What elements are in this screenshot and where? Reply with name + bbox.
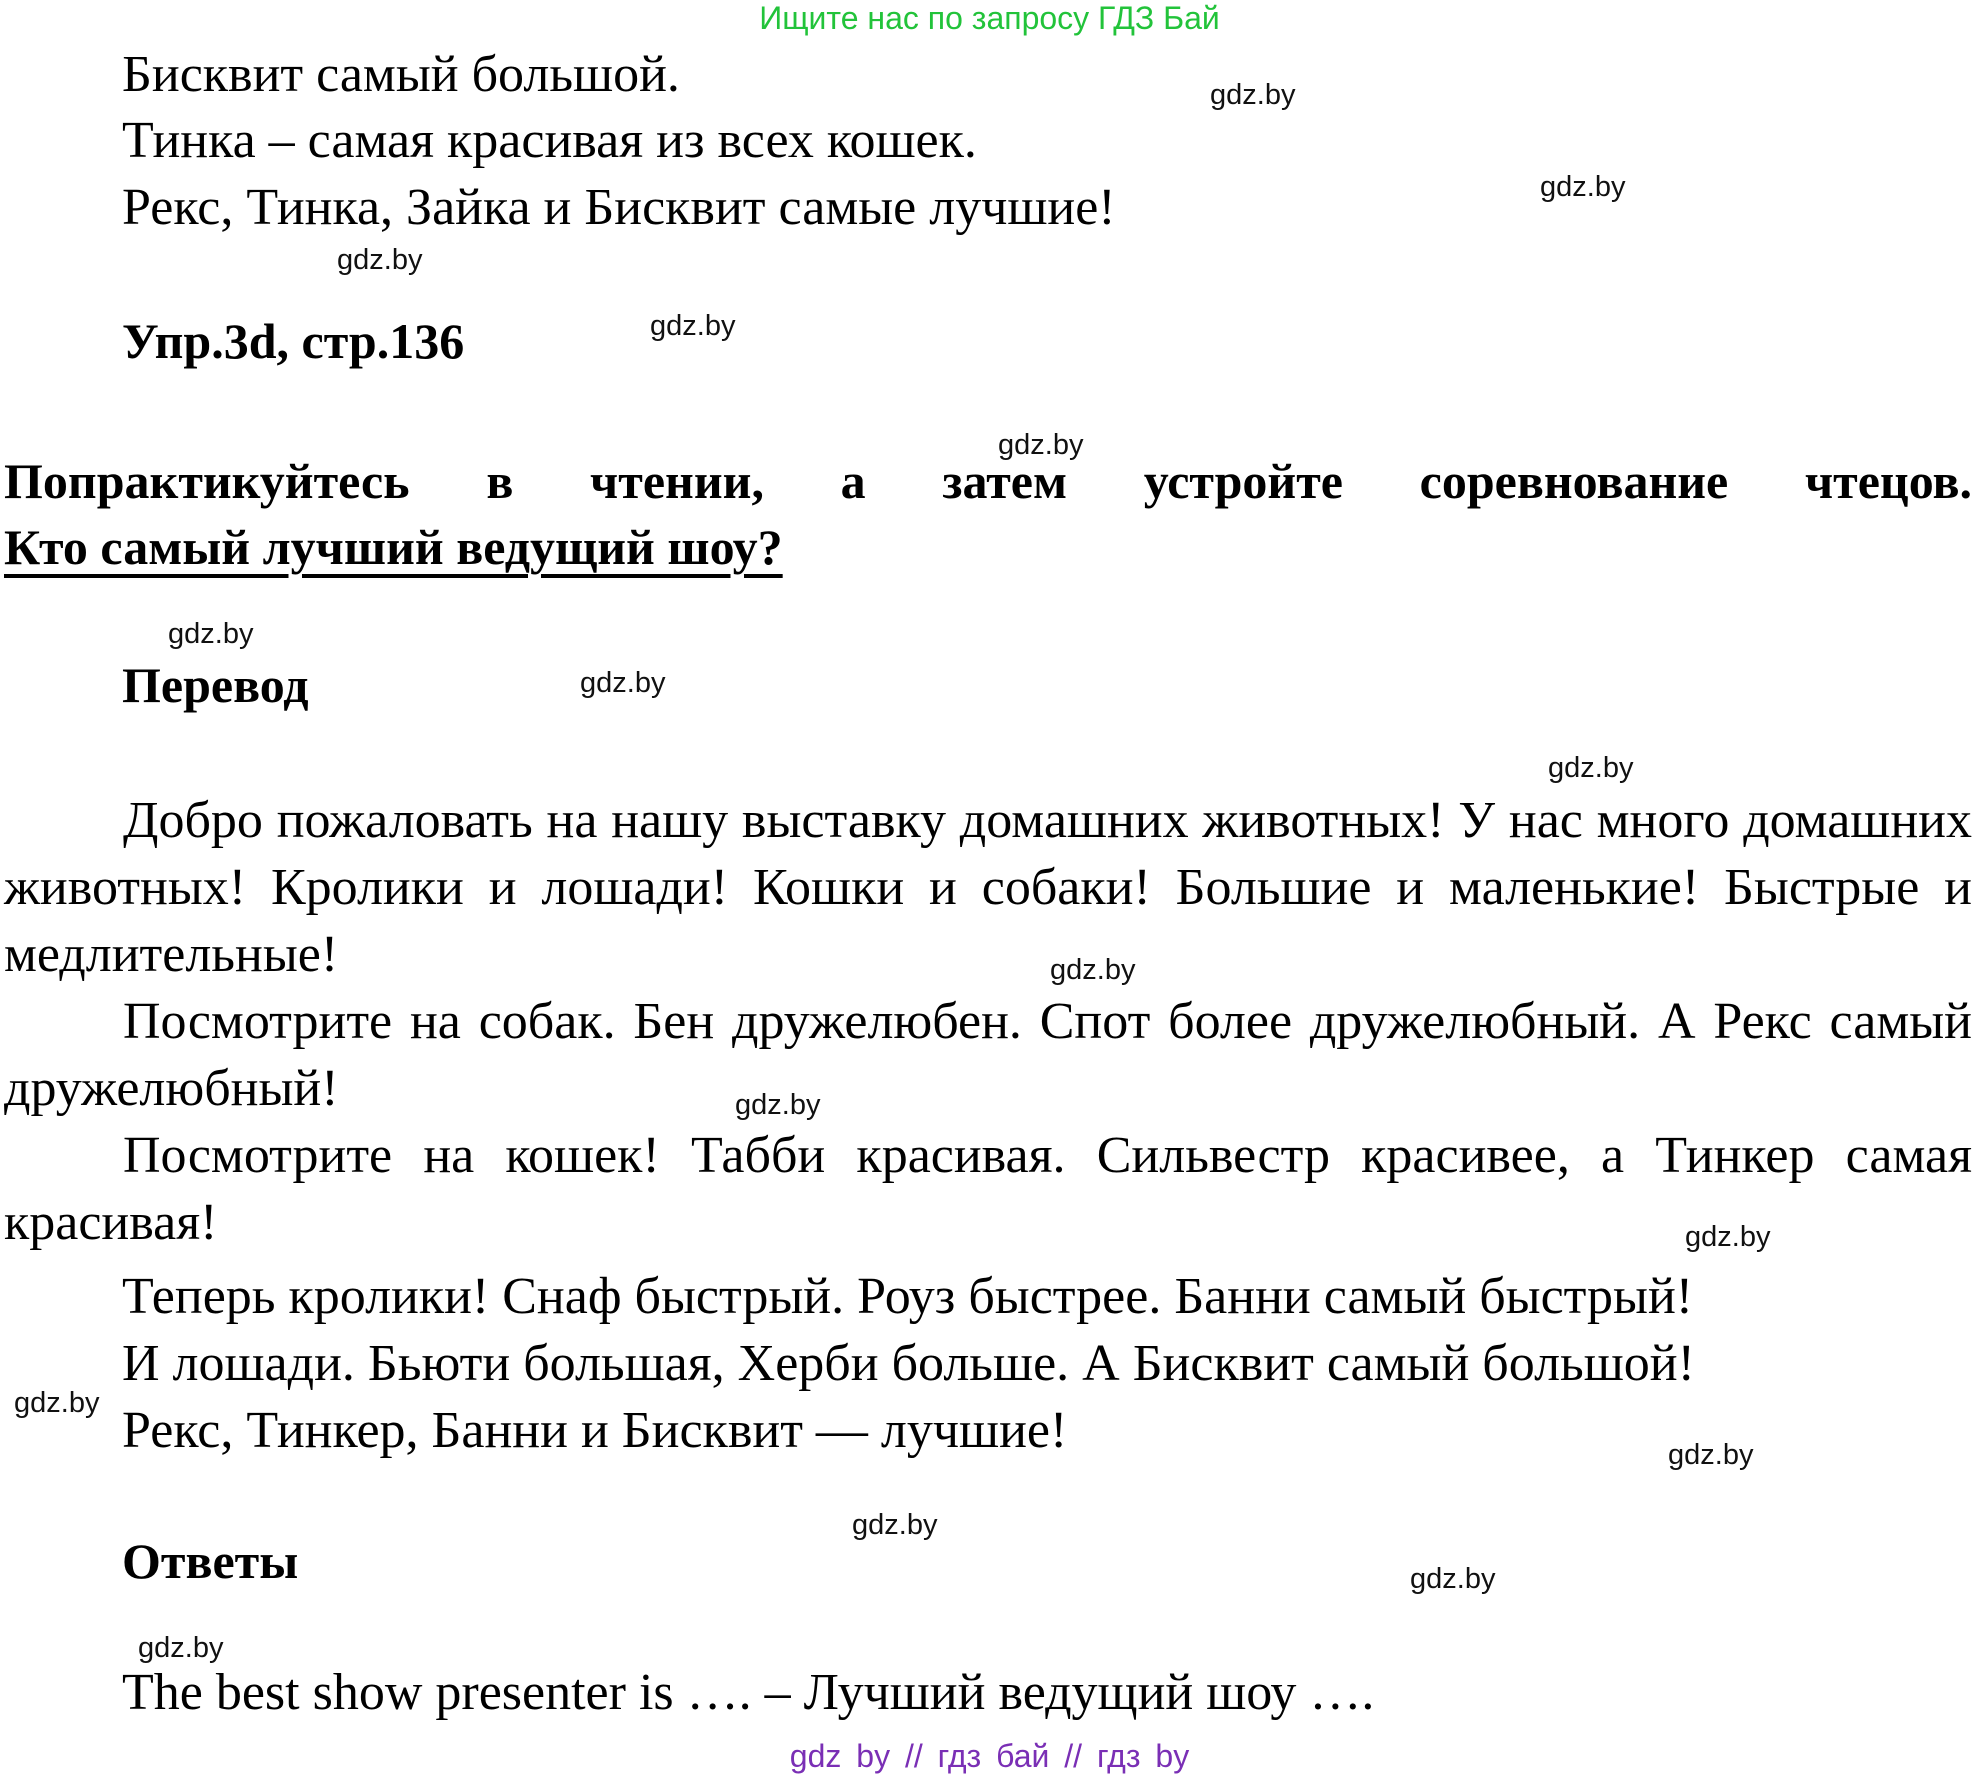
top-banner: Ищите нас по запросу ГДЗ Бай [759, 0, 1220, 36]
translation-line: Рекс, Тинкер, Банни и Бисквит — лучшие! [122, 1402, 1068, 1459]
watermark-text: gdz.by [1685, 1221, 1771, 1253]
watermark-text: gdz.by [1548, 752, 1634, 784]
answers-heading: Ответы [122, 1533, 299, 1589]
translation-paragraph: Добро пожаловать на нашу выставку домашних животных! У нас много домашних животных! Кролики и лошади! Кошки и собаки! Большие и маленькие! Быстрые и медлительные! [4, 792, 1972, 983]
watermark-text: gdz.by [998, 429, 1084, 461]
watermark-text: gdz.by [1410, 1563, 1496, 1595]
task-question: Кто самый лучший ведущий шоу? [4, 519, 783, 575]
watermark-text: gdz.by [1050, 954, 1136, 986]
translation-paragraph: Посмотрите на собак. Бен дружелюбен. Спот более дружелюбный. А Рекс самый дружелюбный! [4, 993, 1972, 1117]
translation-paragraph: Посмотрите на кошек! Табби красивая. Сильвестр красивее, а Тинкер самая красивая! [4, 1127, 1972, 1251]
task-text: Попрактикуйтесь в чтении, а затем устройте соревнование чтецов. [4, 453, 1972, 509]
exercise-title: Упр.3d, стр.136 [122, 313, 465, 369]
watermark-text: gdz.by [580, 667, 666, 699]
translation-heading: Перевод [122, 657, 309, 713]
watermark-text: gdz.by [168, 618, 254, 650]
watermark-text: gdz.by [735, 1089, 821, 1121]
bottom-banner: gdz by // гдз бай // гдз by [789, 1738, 1190, 1774]
intro-line: Бисквит самый большой. [122, 46, 680, 103]
watermark-text: gdz.by [1210, 79, 1296, 111]
translation-line: Теперь кролики! Снаф быстрый. Роуз быстрее. Банни самый быстрый! [122, 1268, 1694, 1325]
watermark-text: gdz.by [14, 1387, 100, 1419]
watermark-text: gdz.by [650, 310, 736, 342]
intro-line: Рекс, Тинка, Зайка и Бисквит самые лучшие! [122, 179, 1116, 236]
watermark-text: gdz.by [1668, 1439, 1754, 1471]
watermark-text: gdz.by [138, 1632, 224, 1664]
translation-body [4, 787, 1972, 1256]
watermark-text: gdz.by [1540, 171, 1626, 203]
translation-line: И лошади. Бьюти большая, Херби больше. А Бисквит самый большой! [122, 1335, 1695, 1392]
intro-line: Тинка – самая красивая из всех кошек. [122, 112, 977, 169]
watermark-text: gdz.by [337, 244, 423, 276]
watermark-text: gdz.by [852, 1509, 938, 1541]
answer-text: The best show presenter is …. – Лучший ведущий шоу …. [122, 1664, 1375, 1721]
